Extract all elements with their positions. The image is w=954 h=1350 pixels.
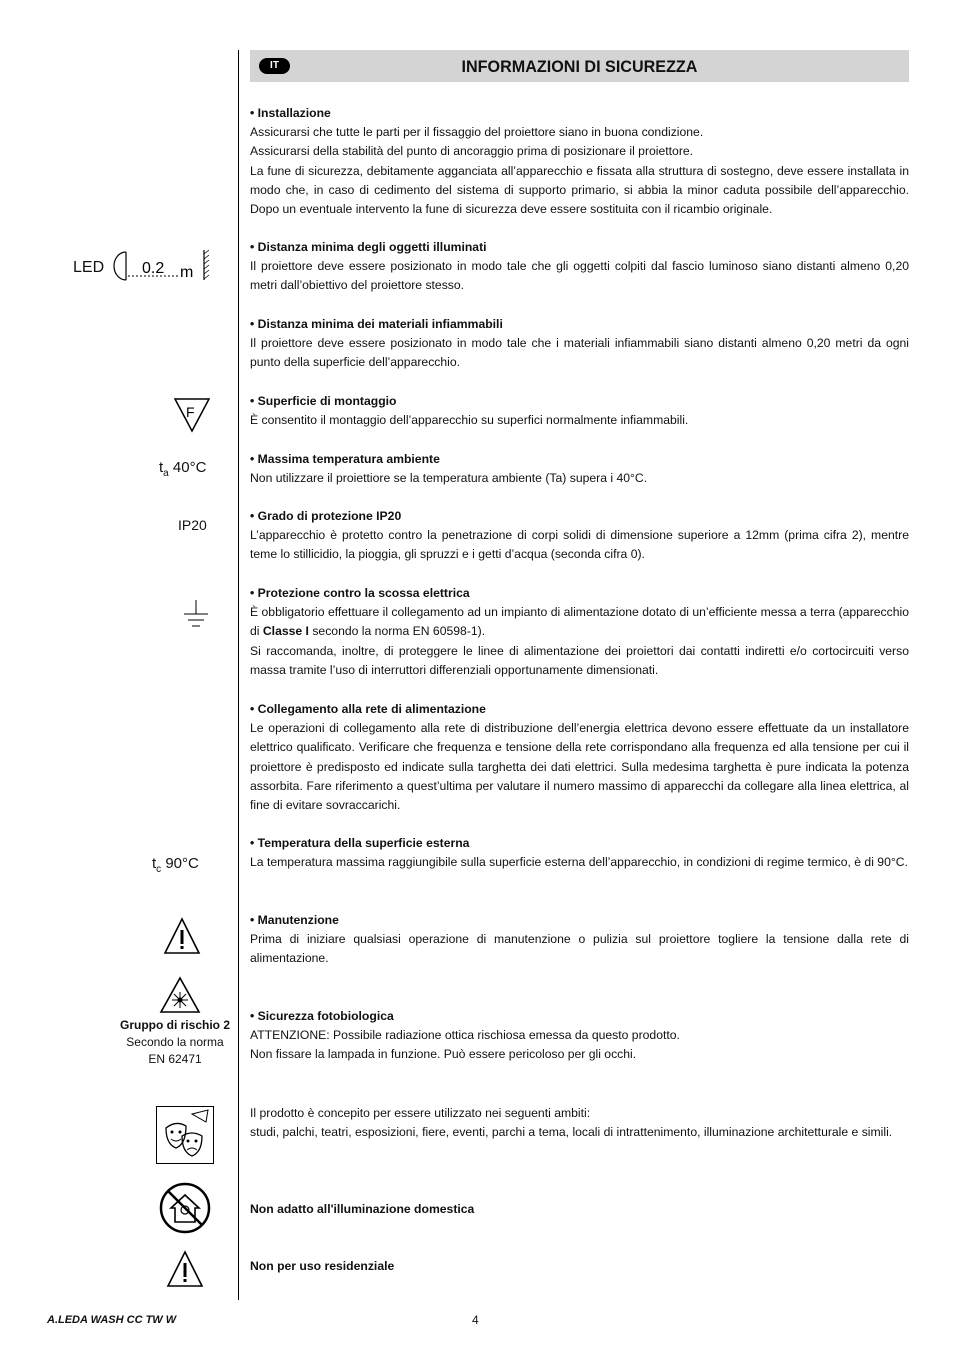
- section-text: ATTENZIONE: Possibile radiazione ottica rischiosa emessa da questo prodotto.: [250, 1028, 680, 1043]
- led-distance-unit: m: [180, 264, 194, 281]
- page-header: [250, 50, 909, 82]
- section-heading: • Manutenzione: [250, 913, 339, 927]
- section-text: Il proiettore deve essere posizionato in modo tale che gli oggetti colpiti dal fascio luminoso siano distanti almeno 0,20 metri dall’obiettivo del proiettore stesso.: [250, 259, 909, 293]
- section-fotobiologica: [250, 1007, 909, 1065]
- section-text: È consentito il montaggio dell’apparecchio su superfici normalmente infiammabili.: [250, 413, 689, 428]
- section-text: Assicurarsi che tutte le parti per il fissaggio del proiettore siano in buona condizione.: [250, 125, 704, 140]
- section-text: studi, palchi, teatri, esposizioni, fiere, eventi, parchi a tema, locali di intrattenimento, illuminazione architetturale e simili.: [250, 1125, 893, 1140]
- section-text: La temperatura massima raggiungibile sulla superficie esterna dell’apparecchio, in condizioni di regime termico, è di 90°C.: [250, 855, 908, 870]
- section-superficie-montaggio: [250, 392, 909, 430]
- section-text: Il proiettore deve essere posizionato in modo tale che i materiali infiammabili siano distanti almeno 0,20 metri da ogni punto della superficie dell’apparecchio.: [250, 336, 909, 370]
- section-heading: • Temperatura della superficie esterna: [250, 836, 470, 850]
- section-heading: Non adatto all'illuminazione domestica: [250, 1202, 475, 1216]
- footer-model: A.LEDA WASH CC TW W: [47, 1314, 177, 1326]
- section-text: L’apparecchio è protetto contro la penetrazione di corpi solidi di dimensione superiore a 12mm (prima cifra 2), mentre teme lo stillicidio, la pioggia, gli spruzzi e i getti d’acqua (seconda cifra 0).: [250, 528, 909, 562]
- f-mark-label: F: [186, 404, 195, 420]
- section-heading: • Installazione: [250, 106, 331, 120]
- section-heading: Non per uso residenziale: [250, 1259, 395, 1273]
- page-title: INFORMAZIONI DI SICUREZZA: [461, 57, 698, 76]
- no-domestic-icon: [159, 1182, 211, 1234]
- optical-radiation-icon: [159, 976, 201, 1014]
- section-installazione: [250, 104, 909, 219]
- ground-icon: [183, 600, 209, 630]
- section-heading: • Sicurezza fotobiologica: [250, 1009, 394, 1023]
- section-collegamento-rete: [250, 700, 909, 815]
- section-heading: • Massima temperatura ambiente: [250, 452, 440, 466]
- section-heading: • Grado di protezione IP20: [250, 509, 402, 523]
- section-non-residenziale: [250, 1257, 909, 1276]
- section-text: Assicurarsi della stabilità del punto di ancoraggio prima di posizionare il proiettore.: [250, 144, 694, 159]
- section-text: Non utilizzare il proiettiore se la temperatura ambiente (Ta) supera i 40°C.: [250, 471, 648, 486]
- warning-icon: [163, 917, 201, 955]
- language-badge: IT: [259, 58, 290, 74]
- section-text: La fune di sicurezza, debitamente agganciata all’apparecchio e fissata alla struttura di sostegno, deve essere installata in modo che, in caso di cedimento del sistema di supporto primario, si abbia la minor caduta possibile dell’apparecchio. Dopo un eventuale intervento la fune di sicurezza deve essere sostituita con il ricambio originale.: [250, 163, 909, 217]
- section-heading: • Distanza minima dei materiali infiammabili: [250, 317, 503, 331]
- section-non-domestica: [250, 1200, 909, 1219]
- flammable-surface-icon: [173, 397, 211, 433]
- section-text: È obbligatorio effettuare il collegamento ad un impianto di alimentazione dotato di un’efficiente messa a terra (apparecchio di Classe I secondo la norma EN 60598-1).: [250, 605, 909, 639]
- warning-residential-icon: [166, 1250, 204, 1288]
- section-text: Prima di iniziare qualsiasi operazione di manutenzione o pulizia sul proiettore togliere la tensione dalla rete di alimentazione.: [250, 932, 909, 966]
- section-heading: • Distanza minima degli oggetti illuminati: [250, 240, 487, 254]
- led-label: LED: [73, 259, 105, 276]
- ta-symbol: $t_a$ 40°C: [159, 459, 207, 479]
- section-grado-protezione: [250, 507, 909, 565]
- section-distanza-materiali: [250, 315, 909, 373]
- section-text: Non fissare la lampada in funzione. Può essere pericoloso per gli occhi.: [250, 1047, 637, 1062]
- section-temperatura-superficie: [250, 834, 909, 872]
- section-heading: • Superficie di montaggio: [250, 394, 397, 408]
- section-scossa-elettrica: [250, 584, 909, 680]
- section-text: Il prodotto è concepito per essere utilizzato nei seguenti ambiti:: [250, 1106, 591, 1120]
- section-manutenzione: [250, 911, 909, 969]
- margin-divider: [238, 50, 239, 1300]
- section-ambiti: [250, 1104, 909, 1142]
- led-distance-value: 0.2: [142, 260, 165, 277]
- ip-rating-label: IP20: [178, 517, 207, 533]
- led-distance-icon: [108, 248, 213, 284]
- section-text: Le operazioni di collegamento alla rete di distribuzione dell’energia elettrica devono essere effettuate da un installatore elettrico qualificato. Verificare che frequenza e tensione della rete corrispondano alla frequenza ed alla tensione per cui il proiettore è predisposto ed indicate sulla targhetta dei dati elettrici. Sulla medesima targhetta è pure indicata la potenza assorbita. Fare riferimento a quest’ultima per valutare il numero massimo di apparecchi da collegare alla linea elettrica, al fine di evitare sovraccarichi.: [250, 721, 909, 813]
- section-text: Si raccomanda, inoltre, di proteggere le linee di alimentazione dei proiettori dai contatti indiretti e/o cortocircuiti verso massa tramite l’uso di interruttori differenziali opportunamente dimensionati.: [250, 643, 909, 677]
- section-heading: • Collegamento alla rete di alimentazione: [250, 702, 486, 716]
- risk-group-note: Gruppo di rischio 2 Secondo la norma EN 62471: [119, 1018, 230, 1066]
- section-heading: • Protezione contro la scossa elettrica: [250, 586, 470, 600]
- page-number: 4: [472, 1313, 479, 1327]
- theatre-masks-icon: [156, 1106, 214, 1164]
- led-distance-symbol: [73, 259, 104, 277]
- section-temperatura-ambiente: [250, 450, 909, 488]
- section-distanza-oggetti: [250, 238, 909, 296]
- tc-symbol: $t_c$ 90°C: [152, 855, 199, 875]
